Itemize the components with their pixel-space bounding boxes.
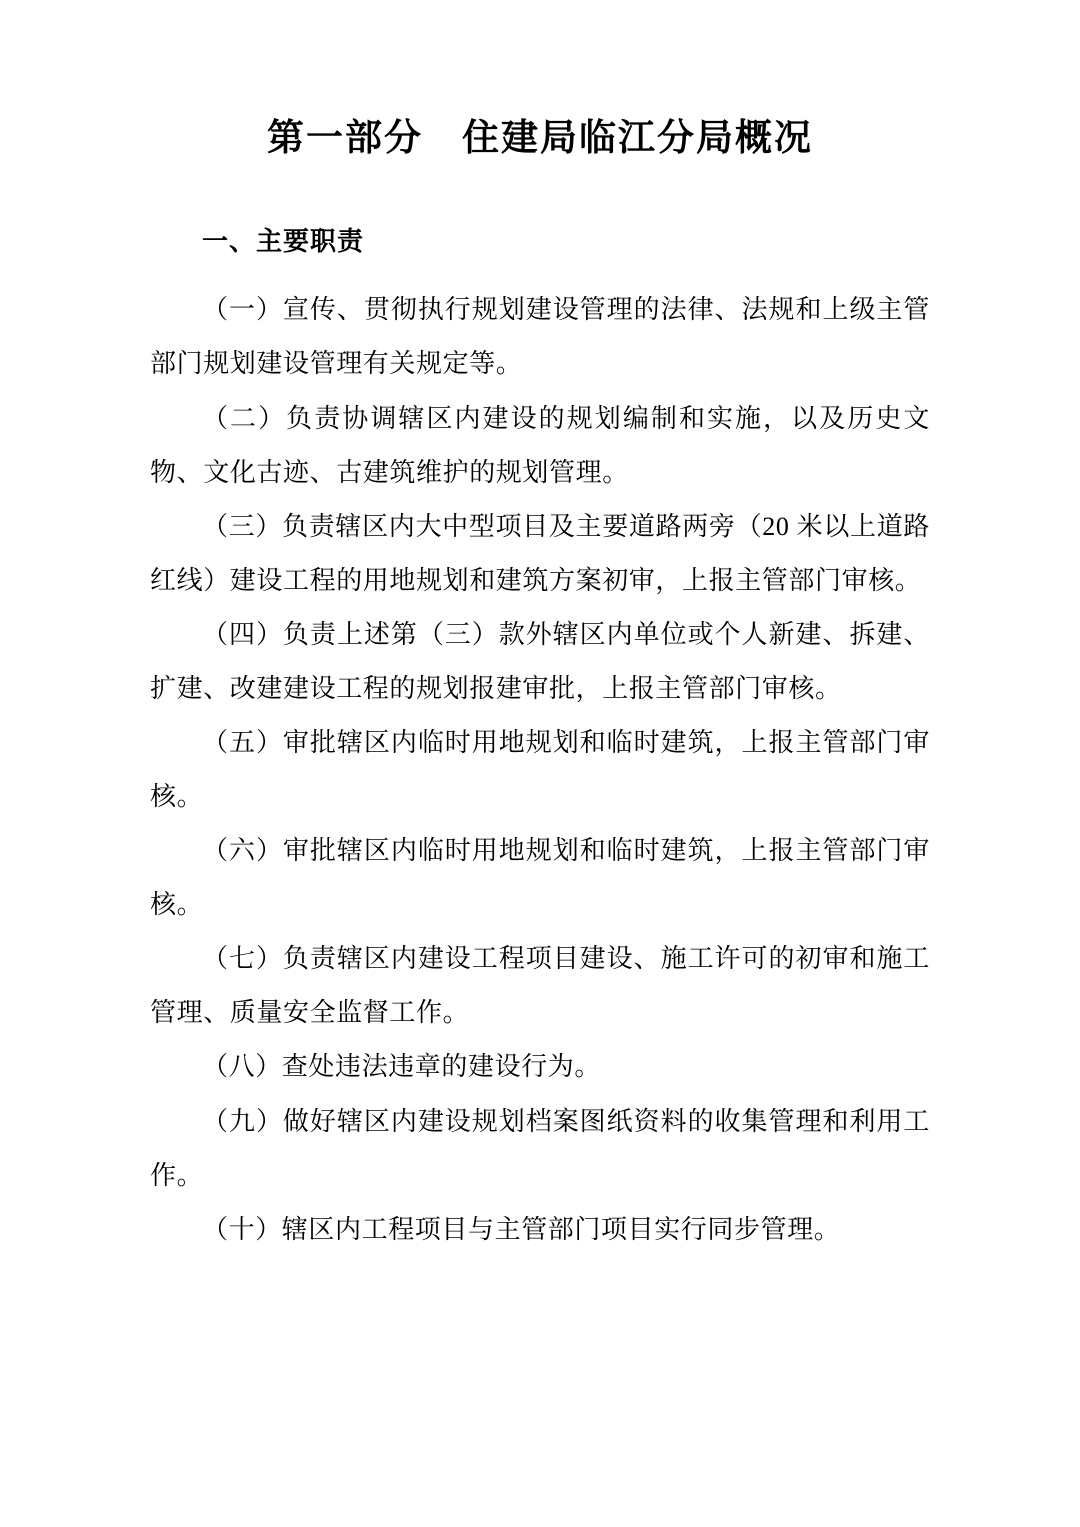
- page-title: 第一部分 住建局临江分局概况: [267, 116, 813, 159]
- paragraph-item-1: （一）宣传、贯彻执行规划建设管理的法律、法规和上级主管部门规划建设管理有关规定等。: [150, 295, 930, 379]
- paragraph-item-5: （五）审批辖区内临时用地规划和临时建筑，上报主管部门审核。: [150, 728, 930, 812]
- section-heading-duties: 一、主要职责: [202, 226, 365, 257]
- paragraph-item-3: （三）负责辖区内大中型项目及主要道路两旁（20 米以上道路红线）建设工程的用地规划和建筑方案初审，上报主管部门审核。: [150, 511, 930, 595]
- paragraph-item-2: （二）负责协调辖区内建设的规划编制和实施，以及历史文物、文化古迹、古建筑维护的规划管理。: [150, 403, 930, 487]
- paragraph-item-10: （十）辖区内工程项目与主管部门项目实行同步管理。: [202, 1214, 841, 1244]
- paragraph-item-9: （九）做好辖区内建设规划档案图纸资料的收集管理和利用工作。: [150, 1106, 930, 1190]
- paragraph-item-4: （四）负责上述第（三）款外辖区内单位或个人新建、拆建、扩建、改建建设工程的规划报建审批，上报主管部门审核。: [150, 619, 930, 703]
- paragraph-item-7: （七）负责辖区内建设工程项目建设、施工许可的初审和施工管理、质量安全监督工作。: [150, 944, 930, 1028]
- paragraph-item-6: （六）审批辖区内临时用地规划和临时建筑，上报主管部门审核。: [150, 836, 930, 920]
- paragraph-item-8: （八）查处违法违章的建设行为。: [202, 1052, 602, 1082]
